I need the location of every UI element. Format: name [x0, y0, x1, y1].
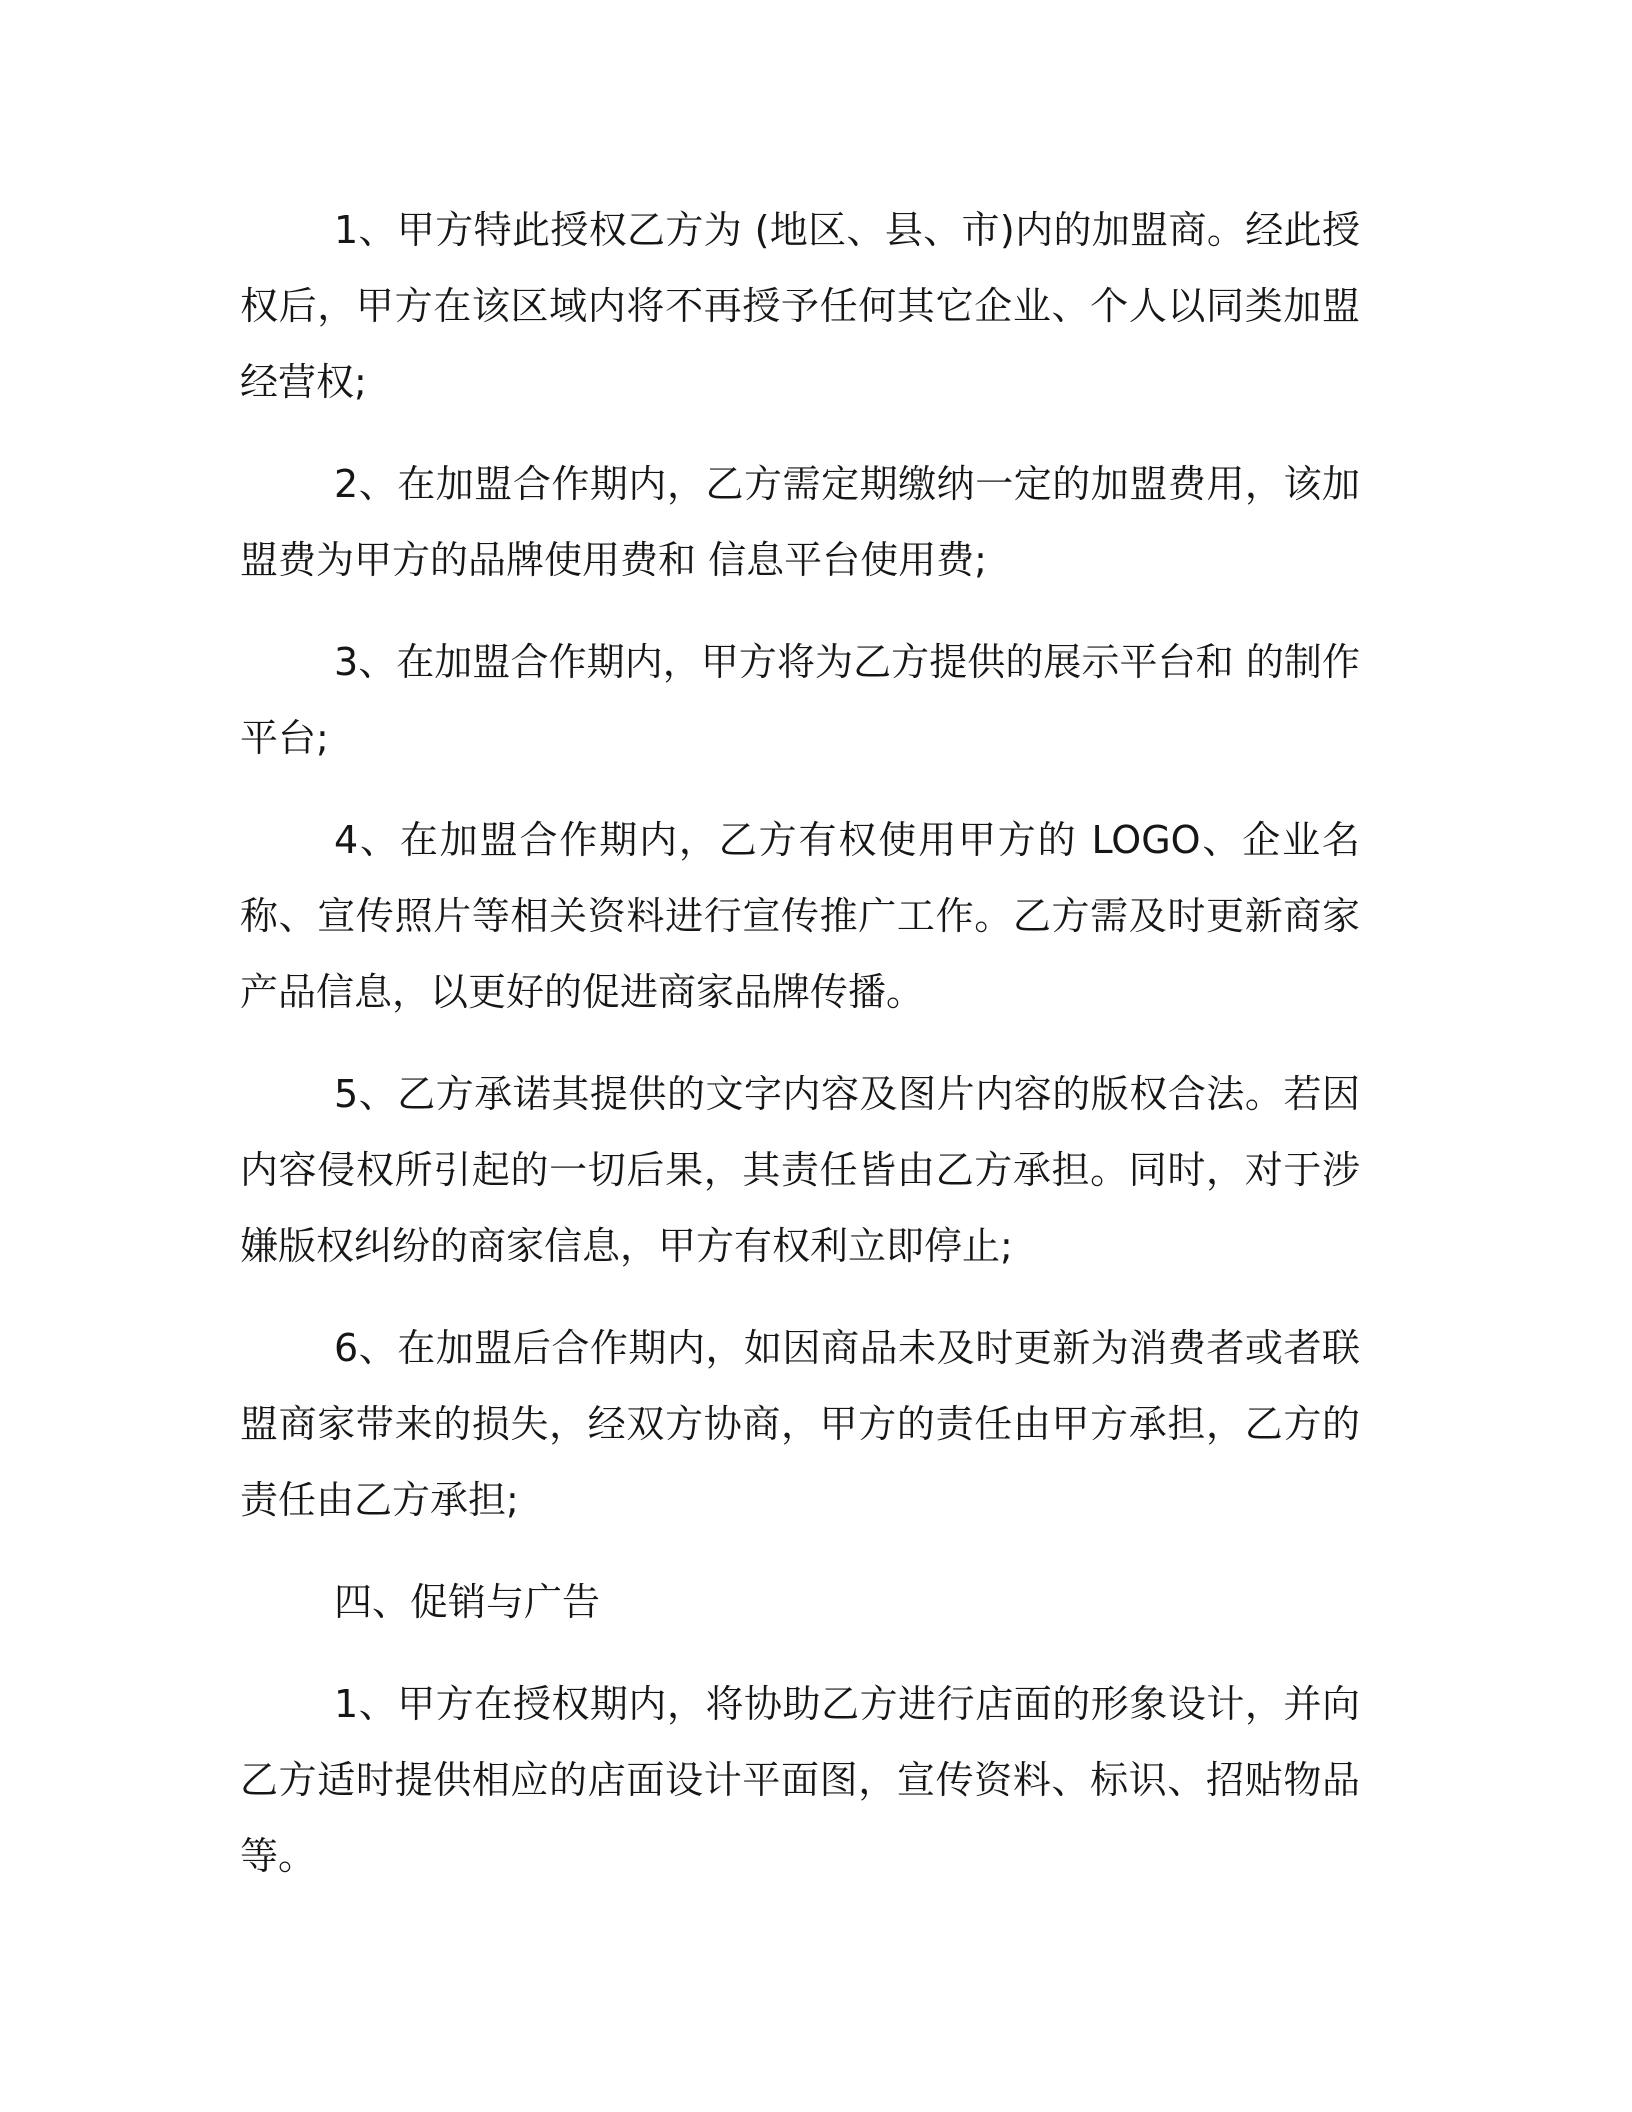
document-page — [240, 192, 1360, 1894]
clause-1: 1、甲方特此授权乙方为 (地区、县、市)内的加盟商。经此授权后，甲方在该区域内将不再授予任何其它企业、个人以同类加盟经营权; — [240, 208, 1360, 404]
section-heading: 四、促销与广告 — [334, 1580, 601, 1624]
clause-2: 2、在加盟合作期内，乙方需定期缴纳一定的加盟费用，该加盟费为甲方的品牌使用费和 信息平台使用费; — [240, 462, 1360, 582]
section-clause-1: 1、甲方在授权期内，将协助乙方进行店面的形象设计，并向乙方适时提供相应的店面设计平面图，宣传资料、标识、招贴物品等。 — [240, 1682, 1360, 1878]
clause-4: 4、在加盟合作期内，乙方有权使用甲方的 LOGO、企业名称、宣传照片等相关资料进行宣传推广工作。乙方需及时更新商家产品信息，以更好的促进商家品牌传播。 — [240, 818, 1360, 1014]
clause-3: 3、在加盟合作期内，甲方将为乙方提供的展示平台和 的制作平台; — [240, 640, 1360, 760]
clause-5: 5、乙方承诺其提供的文字内容及图片内容的版权合法。若因内容侵权所引起的一切后果，其责任皆由乙方承担。同时，对于涉嫌版权纠纷的商家信息，甲方有权利立即停止; — [240, 1072, 1360, 1268]
clause-6: 6、在加盟后合作期内，如因商品未及时更新为消费者或者联盟商家带来的损失，经双方协商，甲方的责任由甲方承担，乙方的责任由乙方承担; — [240, 1326, 1360, 1522]
